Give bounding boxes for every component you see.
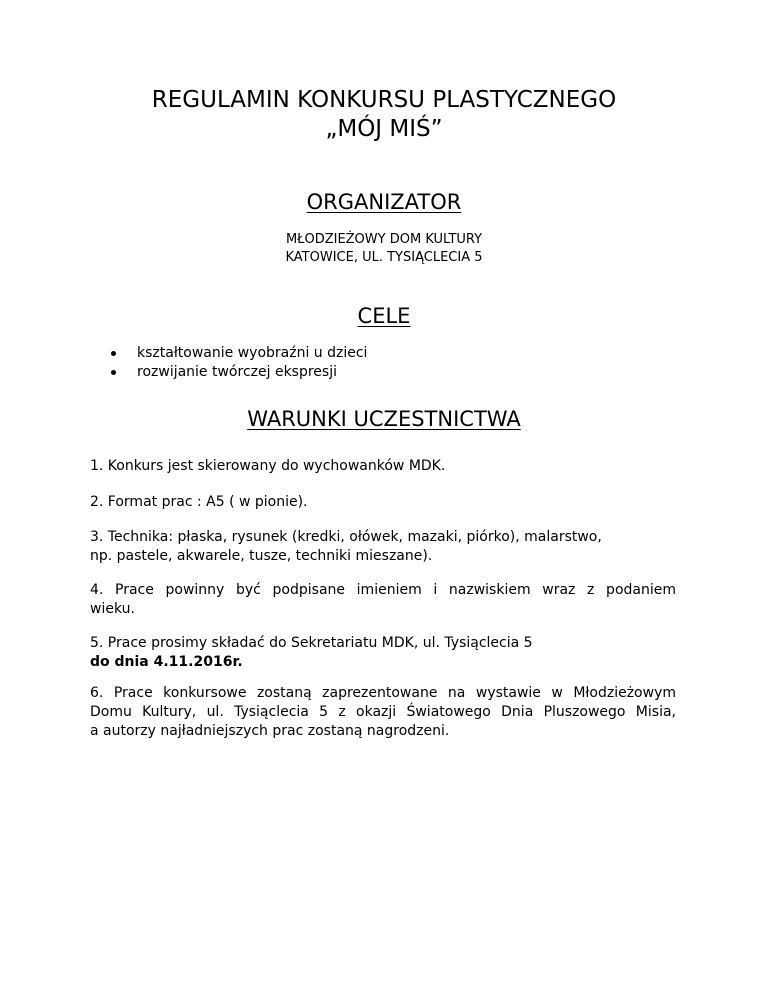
- condition-2-text: 2. Format prac : A5 ( w pionie).: [90, 494, 308, 510]
- organizer-name: MŁODZIEŻOWY DOM KULTURY: [285, 232, 483, 247]
- condition-5: [90, 634, 676, 672]
- document-title-line2: „MÓJ MIŚ”: [325, 116, 443, 142]
- bullet-icon: [111, 351, 116, 356]
- condition-6: [90, 684, 676, 741]
- condition-6-line3: a autorzy najładniejszych prac zostaną nagrodzeni.: [90, 723, 450, 739]
- condition-1: [90, 457, 676, 476]
- condition-5-deadline: do dnia 4.11.2016r.: [90, 654, 243, 670]
- condition-3-line1: 3. Technika: płaska, rysunek (kredki, ołówek, mazaki, piórko), malarstwo,: [90, 529, 602, 545]
- organizer-address: KATOWICE, UL. TYSIĄCLECIA 5: [285, 250, 483, 265]
- goal-text: rozwijanie twórczej ekspresji: [137, 364, 337, 380]
- organizer-heading-text: ORGANIZATOR: [306, 190, 462, 214]
- condition-4-line1: 4. Prace powinny być podpisane imieniem i nazwiskiem wraz z podaniem: [90, 582, 676, 598]
- goals-list: [109, 344, 367, 382]
- condition-6-line1: 6. Prace konkursowe zostaną zaprezentowane na wystawie w Młodzieżowym: [90, 685, 676, 701]
- condition-4-line2: wieku.: [90, 601, 135, 617]
- conditions-heading: [0, 406, 768, 432]
- condition-4: [90, 581, 676, 619]
- condition-1-text: 1. Konkurs jest skierowany do wychowanków MDK.: [90, 458, 446, 474]
- goals-heading: [0, 303, 768, 329]
- bullet-icon: [111, 370, 116, 375]
- list-item: [109, 363, 367, 382]
- condition-3: [90, 528, 676, 566]
- goal-text: kształtowanie wyobraźni u dzieci: [137, 345, 368, 361]
- condition-3-line2: np. pastele, akwarele, tusze, techniki mieszane).: [90, 548, 433, 564]
- conditions-heading-text: WARUNKI UCZESTNICTWA: [247, 407, 521, 431]
- list-item: [109, 344, 367, 363]
- condition-2: [90, 493, 676, 512]
- organizer-heading: [0, 189, 768, 215]
- condition-5-line1: 5. Prace prosimy składać do Sekretariatu MDK, ul. Tysiąclecia 5: [90, 635, 533, 651]
- goals-heading-text: CELE: [357, 304, 411, 328]
- document-title-line1: REGULAMIN KONKURSU PLASTYCZNEGO: [151, 87, 617, 113]
- condition-6-line2: Domu Kultury, ul. Tysiąclecia 5 z okazji Światowego Dnia Pluszowego Misia,: [90, 704, 676, 720]
